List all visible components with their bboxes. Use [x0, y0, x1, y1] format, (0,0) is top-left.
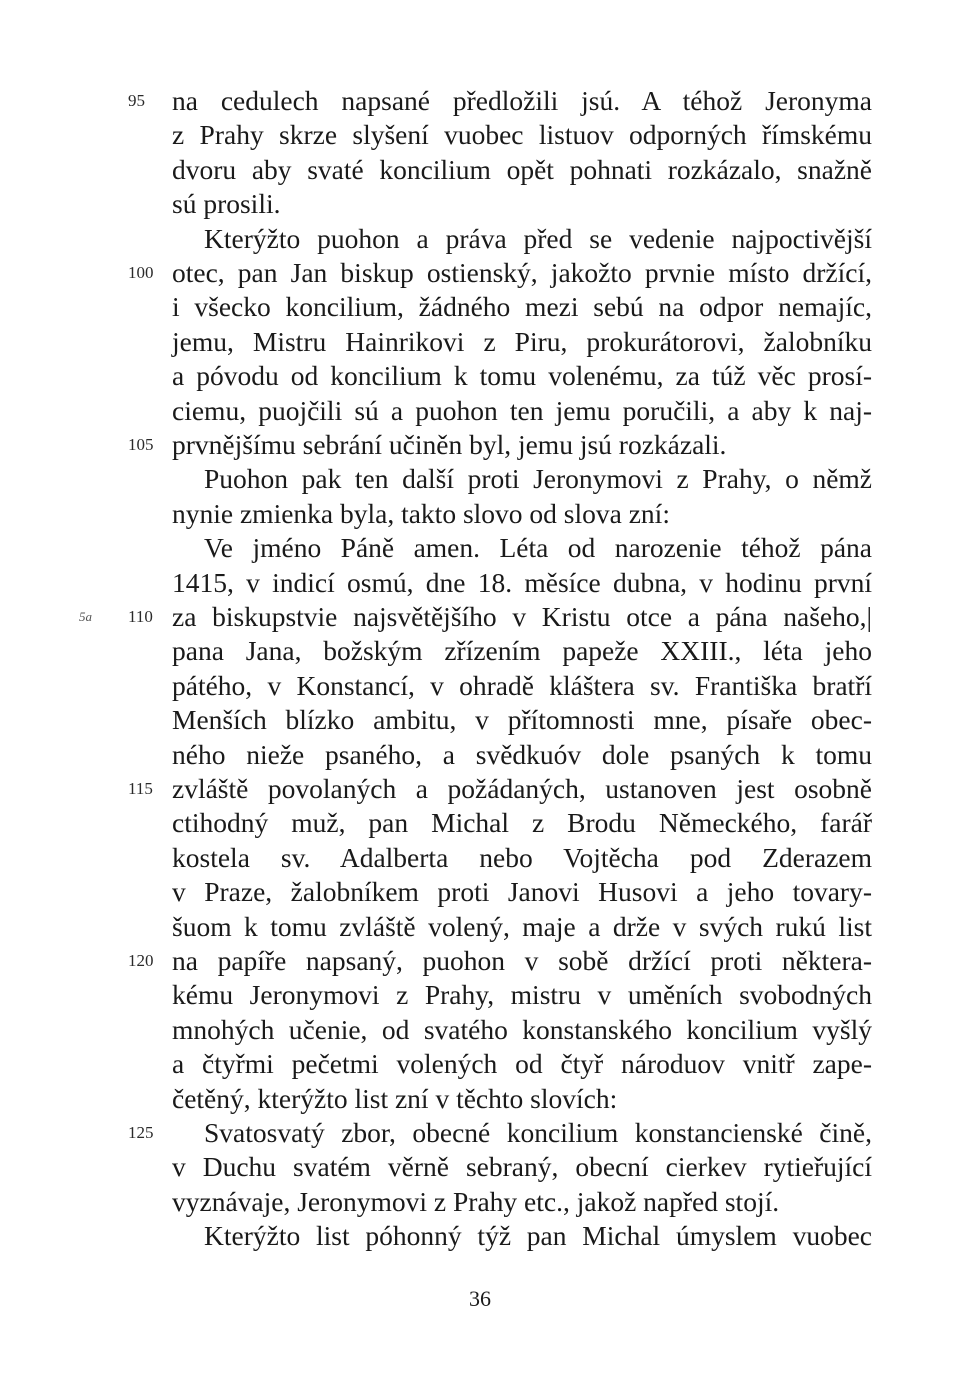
text-line: dvoru aby svaté koncilium opět pohnati rozkázalo, snažně: [172, 153, 872, 185]
line-number: 110: [128, 607, 153, 626]
text-line: jemu, Mistru Hainrikovi z Piru, prokurátorovi, žalobníku: [172, 325, 872, 357]
page-number: 36: [469, 1286, 491, 1311]
text-line: a póvodu od koncilium k tomu volenému, za túž věc prosí-: [172, 360, 872, 392]
text-line: ctihodný muž, pan Michal z Brodu Německého, farář: [172, 807, 872, 839]
text-line: vyznávaje, Jeronymovi z Prahy etc., jakož napřed stojí.: [172, 1185, 780, 1217]
text-line: zvláště povolaných a požádaných, ustanoven jest osobně: [172, 773, 872, 804]
text-line: za biskupstvie najsvětějšího v Kristu otce a pána našeho,|: [172, 601, 872, 632]
text-line: ciemu, puojčili sú a puohon ten jemu poručili, a aby k naj-: [172, 394, 872, 426]
text-line: Menších blízko ambitu, v přítomnosti mne, písaře obec-: [172, 704, 872, 736]
text-line: z Prahy skrze slyšení vuobec listuov odporných římskému: [172, 119, 872, 151]
text-line: sú prosili.: [172, 188, 281, 220]
text-line: na papíře napsaný, puohon v sobě držící proti některa-: [172, 945, 872, 976]
text-line: Ve jméno Páně amen. Léta od narozenie téhož pána: [204, 532, 872, 564]
text-line: v Praze, žalobníkem proti Janovi Husovi a jeho tovary-: [172, 876, 872, 908]
text-line: ného nieže psaného, a svědkuóv dole psaných k tomu: [172, 738, 872, 770]
text-line: prvnějšímu sebrání učiněn byl, jemu jsú rozkázali.: [172, 429, 727, 460]
text-line: Kterýžto puohon a práva před se vedenie najpoctivější: [204, 222, 872, 254]
text-line: pana Jana, božským zřízením papeže XXIII., léta jeho: [172, 635, 872, 667]
text-line: v Duchu svatém věrně sebraný, obecní cierkev rytieřující: [172, 1151, 872, 1183]
line-number: 100: [128, 263, 154, 282]
text-line: Kterýžto list póhonný týž pan Michal úmyslem vuobec: [204, 1220, 872, 1252]
text-line: četěný, kterýžto list zní v těchto slovích:: [172, 1082, 618, 1114]
text-line: na cedulech napsané předložili jsú. A téhož Jeronyma: [172, 85, 872, 116]
text-line: a čtyřmi pečetmi volených od čtyř národuov vnitř zape-: [172, 1048, 872, 1080]
text-line: kostela sv. Adalberta nebo Vojtěcha pod Zderazem: [172, 841, 872, 873]
text-line: Svatosvatý zbor, obecné koncilium konstancienské čině,: [204, 1117, 872, 1148]
text-line: i všecko koncilium, žádného mezi sebú na odpor nemajíc,: [172, 291, 872, 323]
text-line: 1415, v indicí osmú, dne 18. měsíce dubna, v hodinu první: [172, 566, 872, 598]
line-number: 105: [128, 435, 154, 454]
line-number: 125: [128, 1123, 154, 1142]
text-line: nynie zmienka byla, takto slovo od slova zní:: [172, 497, 670, 529]
text-line: pátého, v Konstancí, v ohradě kláštera sv. Františka bratří: [172, 669, 872, 701]
line-number: 95: [128, 91, 145, 110]
line-number: 115: [128, 779, 153, 798]
margin-note: 5a: [79, 609, 92, 624]
text-line: kému Jeronymovi z Prahy, mistru v uměních svobodných: [172, 979, 872, 1011]
line-number: 120: [128, 951, 154, 970]
text-line: šuom k tomu zvláště volený, maje a drže v svých rukú list: [172, 910, 872, 942]
text-line: Puohon pak ten další proti Jeronymovi z Prahy, o němž: [204, 463, 872, 495]
text-line: otec, pan Jan biskup ostienský, jakožto prvnie místo držící,: [172, 257, 872, 288]
text-line: mnohých učenie, od svatého konstanského koncilium vyšlý: [172, 1013, 872, 1045]
